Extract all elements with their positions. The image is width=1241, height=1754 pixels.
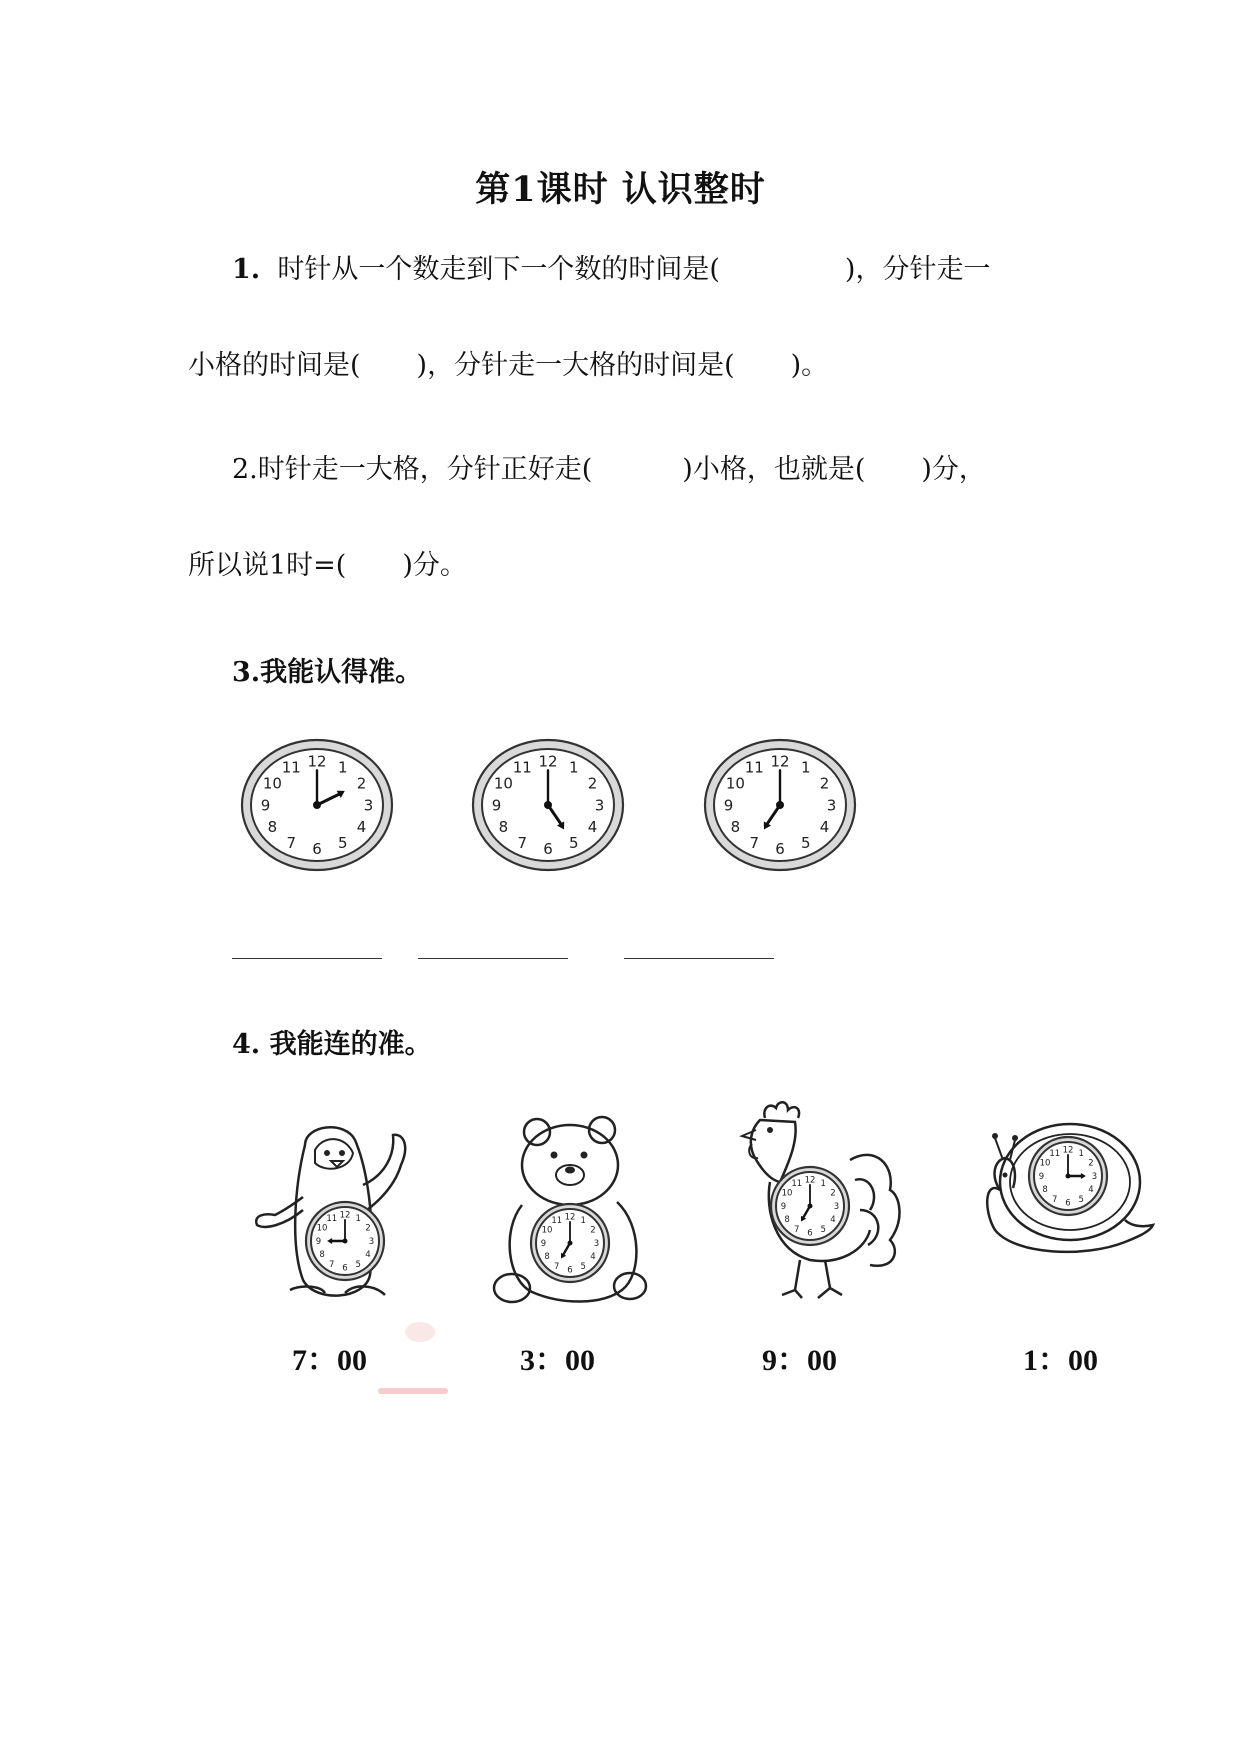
rooster-clock-illustration xyxy=(720,1100,920,1310)
clock-number: 11 xyxy=(1049,1149,1061,1160)
snail-antennae xyxy=(995,1138,1015,1160)
answer-line-1[interactable] xyxy=(232,958,382,959)
snail-eye xyxy=(1003,1173,1008,1178)
page-title: 第1课时 认识整时 xyxy=(475,169,766,210)
clock-number: 6 xyxy=(312,839,322,858)
answer-line-3[interactable] xyxy=(624,958,774,959)
rooster-eye xyxy=(767,1127,773,1133)
clock-number: 12 xyxy=(770,752,790,771)
clock-number: 2 xyxy=(356,774,367,793)
penguin-eye-left xyxy=(324,1150,330,1156)
q2-line1 xyxy=(232,447,986,486)
clock-center xyxy=(1066,1174,1071,1179)
clock-number: 7 xyxy=(286,834,297,853)
clock-center xyxy=(544,801,552,809)
clock-number: 4 xyxy=(1088,1185,1094,1196)
clock-center xyxy=(313,801,321,809)
q2-line2 xyxy=(188,543,467,582)
clock-number: 8 xyxy=(319,1250,325,1261)
clock-number: 9 xyxy=(723,796,734,815)
clock-number: 1 xyxy=(580,1216,586,1227)
answer-line-2[interactable] xyxy=(418,958,568,959)
q1-number: 1. xyxy=(232,254,261,285)
bear-foot-right xyxy=(614,1273,646,1299)
clock-number: 1 xyxy=(1078,1149,1084,1160)
bear-eye-left xyxy=(551,1152,558,1159)
q1-text-b: )，分针走一 xyxy=(844,254,991,285)
clock-number: 7 xyxy=(749,834,760,853)
clock-number: 7 xyxy=(554,1261,560,1272)
penguin-feet xyxy=(290,1286,385,1295)
q3-heading: 3.我能认得准。 xyxy=(232,657,423,688)
clock-number: 3 xyxy=(833,1201,840,1212)
clock-number: 6 xyxy=(543,839,553,858)
clock-3 xyxy=(700,735,860,875)
clock-number: 6 xyxy=(342,1263,348,1274)
clock-number: 6 xyxy=(1065,1198,1071,1209)
clock-number: 12 xyxy=(339,1210,351,1221)
clock-number: 1 xyxy=(820,1179,826,1190)
time-label-2[interactable]: 3：00 xyxy=(520,1344,595,1377)
clock-number: 5 xyxy=(800,834,811,853)
bear-clock-illustration xyxy=(492,1110,672,1310)
clock-number: 6 xyxy=(807,1228,813,1239)
clock-number: 12 xyxy=(538,752,558,771)
clock-number: 10 xyxy=(1039,1158,1051,1169)
clock-number: 11 xyxy=(281,758,301,777)
clock-number: 4 xyxy=(819,818,830,837)
q2-text-e: )分。 xyxy=(402,550,467,581)
clock-number: 10 xyxy=(541,1225,553,1236)
clock-number: 5 xyxy=(580,1261,586,1272)
clock-number: 12 xyxy=(307,752,327,771)
clock-number: 4 xyxy=(830,1215,836,1226)
clock-number: 4 xyxy=(587,818,598,837)
clock-number: 11 xyxy=(744,758,764,777)
clock-number: 10 xyxy=(262,774,282,793)
q1-line1 xyxy=(232,247,990,286)
clock-number: 2 xyxy=(1088,1158,1094,1169)
clock-number: 11 xyxy=(791,1179,803,1190)
penguin-eye-right xyxy=(339,1150,345,1156)
stain-mark-line xyxy=(378,1388,448,1394)
clock-number: 8 xyxy=(784,1215,790,1226)
clock-number: 9 xyxy=(1038,1171,1045,1182)
clock-number: 6 xyxy=(567,1265,573,1276)
stain-mark xyxy=(405,1322,435,1342)
clock-number: 3 xyxy=(593,1238,600,1249)
clock-number: 7 xyxy=(329,1259,335,1270)
bear-nose xyxy=(565,1167,575,1174)
clock-number: 6 xyxy=(775,839,785,858)
clock-number: 7 xyxy=(794,1224,800,1235)
time-label-4[interactable]: 1：00 xyxy=(1023,1344,1098,1377)
clock-number: 9 xyxy=(780,1201,787,1212)
q1-text-e: )。 xyxy=(790,350,829,381)
rooster-legs xyxy=(782,1260,842,1298)
bear-ear-left xyxy=(524,1119,550,1145)
bear-eye-right xyxy=(581,1152,588,1159)
clock-number: 10 xyxy=(781,1188,793,1199)
clock-center xyxy=(343,1239,348,1244)
clock-number: 8 xyxy=(730,818,741,837)
rooster-clock xyxy=(771,1167,849,1245)
snail-antenna-tip-right xyxy=(1012,1135,1018,1141)
q1-text-a: 时针从一个数走到下一个数的时间是( xyxy=(277,254,720,285)
clock-number: 4 xyxy=(365,1250,371,1261)
clock-number: 3 xyxy=(363,796,374,815)
clock-number: 3 xyxy=(594,796,605,815)
clock-number: 10 xyxy=(316,1223,328,1234)
clock-2 xyxy=(468,735,628,875)
clock-number: 2 xyxy=(365,1223,371,1234)
q2-text-b: )小格，也就是( xyxy=(682,454,866,485)
clock-number: 1 xyxy=(355,1214,361,1225)
clock-number: 3 xyxy=(1091,1171,1098,1182)
clock-number: 3 xyxy=(826,796,837,815)
q1-text-c: 小格的时间是( xyxy=(188,350,361,381)
snail-clock-illustration xyxy=(975,1120,1165,1280)
clock-center xyxy=(568,1241,573,1246)
clock-number: 7 xyxy=(517,834,528,853)
clock-number: 5 xyxy=(337,834,348,853)
clock-number: 11 xyxy=(512,758,532,777)
clock-number: 5 xyxy=(568,834,579,853)
q1-line2 xyxy=(188,343,828,382)
penguin-clock xyxy=(306,1202,384,1280)
q2-text-c: )分， xyxy=(921,454,986,485)
clock-number: 1 xyxy=(337,758,348,777)
clock-number: 2 xyxy=(587,774,598,793)
clock-number: 8 xyxy=(544,1252,550,1263)
clock-number: 11 xyxy=(551,1216,563,1227)
q4-heading: 4. 我能连的准。 xyxy=(232,1029,432,1060)
clock-number: 12 xyxy=(804,1175,816,1186)
clock-number: 9 xyxy=(491,796,502,815)
clock-center xyxy=(776,801,784,809)
penguin-clock-illustration xyxy=(245,1115,425,1315)
clock-number: 2 xyxy=(830,1188,836,1199)
clock-number: 10 xyxy=(493,774,513,793)
clock-number: 2 xyxy=(819,774,830,793)
clock-number: 10 xyxy=(725,774,745,793)
clock-number: 9 xyxy=(540,1238,547,1249)
clock-number: 4 xyxy=(356,818,367,837)
clock-number: 8 xyxy=(1042,1185,1048,1196)
rooster-beak xyxy=(742,1130,756,1140)
clock-number: 5 xyxy=(355,1259,361,1270)
clock-number: 7 xyxy=(1052,1194,1058,1205)
clock-number: 12 xyxy=(1062,1145,1074,1156)
bear-clock xyxy=(531,1204,609,1282)
clock-number: 11 xyxy=(326,1214,338,1225)
rooster-comb xyxy=(764,1102,799,1118)
clock-number: 3 xyxy=(368,1236,375,1247)
clock-number: 1 xyxy=(568,758,579,777)
time-label-3[interactable]: 9：00 xyxy=(762,1344,837,1377)
clock-number: 9 xyxy=(260,796,271,815)
clock-number: 5 xyxy=(1078,1194,1084,1205)
clock-number: 8 xyxy=(267,818,278,837)
clock-center xyxy=(808,1204,813,1209)
clock-number: 12 xyxy=(564,1212,576,1223)
snail-antenna-tip-left xyxy=(992,1133,998,1139)
clock-number: 8 xyxy=(498,818,509,837)
clock-1 xyxy=(237,735,397,875)
clock-number: 5 xyxy=(820,1224,826,1235)
clock-number: 9 xyxy=(315,1236,322,1247)
q2-text-a: 2.时针走一大格，分针正好走( xyxy=(232,454,593,485)
clock-number: 4 xyxy=(590,1252,596,1263)
snail-clock xyxy=(1029,1137,1107,1215)
clock-number: 1 xyxy=(800,758,811,777)
q1-text-d: )，分针走一大格的时间是( xyxy=(416,350,735,381)
clock-number: 2 xyxy=(590,1225,596,1236)
q2-text-d: 所以说1时=( xyxy=(188,550,347,581)
time-label-1[interactable]: 7：00 xyxy=(292,1344,367,1377)
